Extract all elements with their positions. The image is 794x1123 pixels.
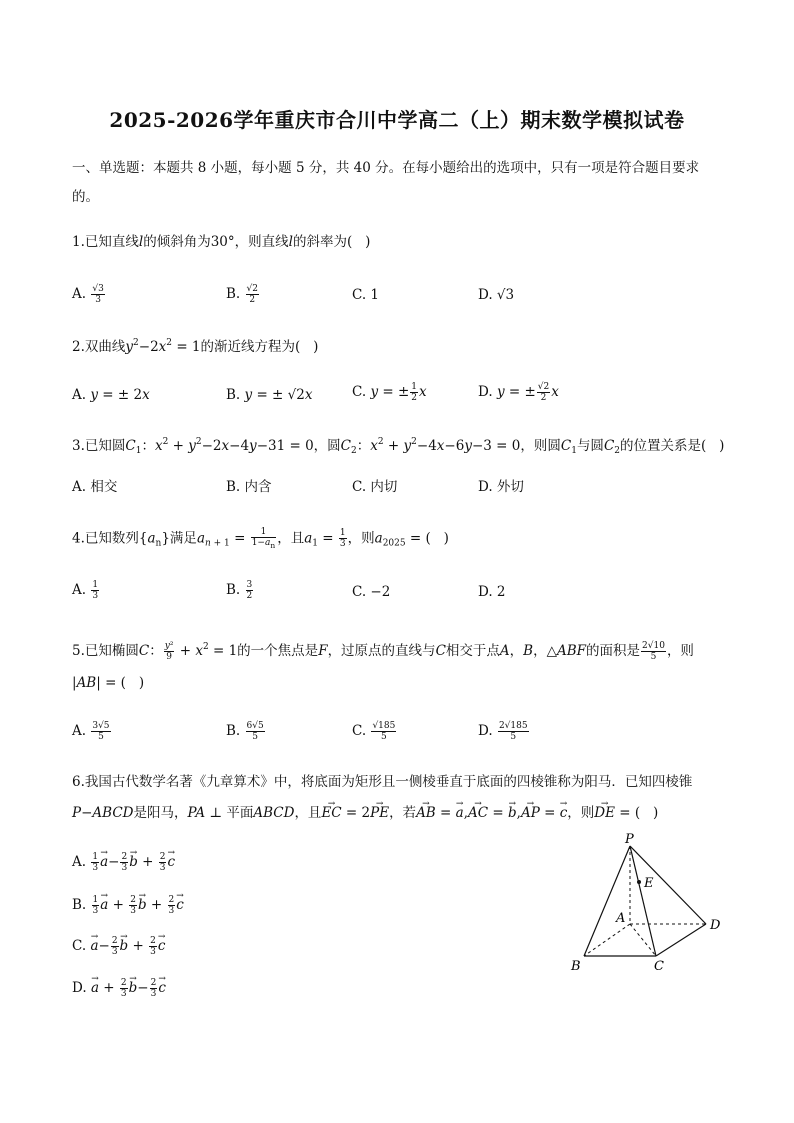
edge-cd [656, 924, 706, 956]
question-1-option-a[interactable]: A. $\frac{√3}{3}$ [72, 284, 104, 305]
label-b: B [571, 959, 581, 974]
section-instructions-line1: 一、单选题：本题共 8 小题，每小题 5 分，共 40 分。在每小题给出的选项中，只有一项是符合题目要求 [72, 160, 700, 176]
question-6-stem: 6.我国古代数学名著《九章算术》中，将底面为矩形且一侧棱垂直于底面的四棱锥称为阳马．已知四棱锥 [72, 774, 693, 790]
question-1-option-b[interactable]: B. $\frac{√2}{2}$ [226, 284, 258, 305]
question-2-stem: 2.双曲线$y^2-2x^2 = 1$的渐近线方程为( ) [72, 338, 319, 355]
question-1-option-d[interactable]: D. √3 [478, 287, 515, 303]
question-4-option-d[interactable]: D. 2 [478, 584, 506, 600]
pyramid-diagram [568, 830, 728, 975]
question-6-option-b[interactable]: B. $\frac{1}{3}$ → a + $\frac{2}{3}$ → b + $\frac{2}{3}$ → c [72, 895, 184, 916]
question-3-stem: 3.已知圆$C_1$：$x^2 + y^2-2x-4y-31 = 0$，圆$C_2$：$x^2 + y^2-4x-6y-3 = 0$，则圆$C_1$与圆$C_2$的位置关系是( ) [72, 437, 725, 456]
question-4-option-c[interactable]: C. −2 [352, 584, 391, 600]
question-4-stem: 4.已知数列$\{a_n\}$满足$a_{n + 1}$ = $\frac{1}{1-a_n}$ ，且$a_1$ = $\frac{1}{3}$ ，则$a_{2025}$ = ( ) [72, 527, 449, 550]
question-3-option-a[interactable]: A. 相交 [72, 479, 118, 495]
question-6-stem-line2: P−ABCD是阳马，PA ⊥ 平面ABCD，且→ EC = 2→ PE，若→ AB = → a,→ AC = → b,→ AP = → c，则→ DE = ( ) [72, 804, 658, 822]
question-5-stem: 5.已知椭圆C： $\frac{\text{y²}}{9}$ + $x^2 = 1$的一个焦点是F，过原点的直线与C相交于点A，B，△ABF的面积是 $\frac{2√10}{5}$ ，则 [72, 641, 694, 662]
edge-pb [584, 846, 630, 956]
pyramid-figure [568, 830, 728, 975]
question-3-option-b[interactable]: B. 内含 [226, 479, 272, 495]
question-2-option-b[interactable]: B. y = ± √2x [226, 387, 313, 403]
label-a: A [616, 911, 626, 926]
label-d: D [710, 918, 721, 933]
label-p: P [625, 832, 634, 847]
point-e [637, 880, 641, 884]
question-5-option-d[interactable]: D. $\frac{2√185}{5}$ [478, 721, 528, 742]
question-6-option-d[interactable]: D. → a + $\frac{2}{3}$ → b− $\frac{2}{3}$ → c [72, 978, 166, 999]
label-c: C [654, 959, 664, 974]
question-4-option-a[interactable]: A. $\frac{1}{3}$ [72, 580, 99, 601]
question-1-stem: 1.已知直线l的倾斜角为30°，则直线l的斜率为( ) [72, 234, 371, 250]
question-4-option-b[interactable]: B. $\frac{3}{2}$ [226, 580, 253, 601]
section-instructions-line2: 的。 [72, 189, 99, 205]
page-title: 2025-2026学年重庆市合川中学高二（上）期末数学模拟试卷 [109, 108, 685, 132]
question-2-option-d[interactable]: D. y = ± $\frac{√2}{2}$ x [478, 382, 559, 403]
edge-pd [630, 846, 706, 924]
question-5-option-b[interactable]: B. $\frac{6√5}{5}$ [226, 721, 264, 742]
question-3-option-c[interactable]: C. 内切 [352, 479, 398, 495]
question-1-option-c[interactable]: C. 1 [352, 287, 380, 303]
question-2-option-c[interactable]: C. y = ± $\frac{1}{2}$ x [352, 382, 427, 403]
question-2-option-a[interactable]: A. y = ± 2x [72, 387, 150, 403]
label-e: E [644, 876, 654, 891]
question-5-option-a[interactable]: A. $\frac{3√5}{5}$ [72, 721, 110, 742]
question-5-option-c[interactable]: C. $\frac{√185}{5}$ [352, 721, 396, 742]
question-6-option-a[interactable]: A. $\frac{1}{3}$ → a− $\frac{2}{3}$ → b + $\frac{2}{3}$ → c [72, 852, 175, 873]
question-6-option-c[interactable]: C. → a− $\frac{2}{3}$ → b + $\frac{2}{3}$ → c [72, 936, 165, 957]
question-3-option-d[interactable]: D. 外切 [478, 479, 524, 495]
question-5-stem-line2: |AB| = ( ) [72, 675, 145, 691]
